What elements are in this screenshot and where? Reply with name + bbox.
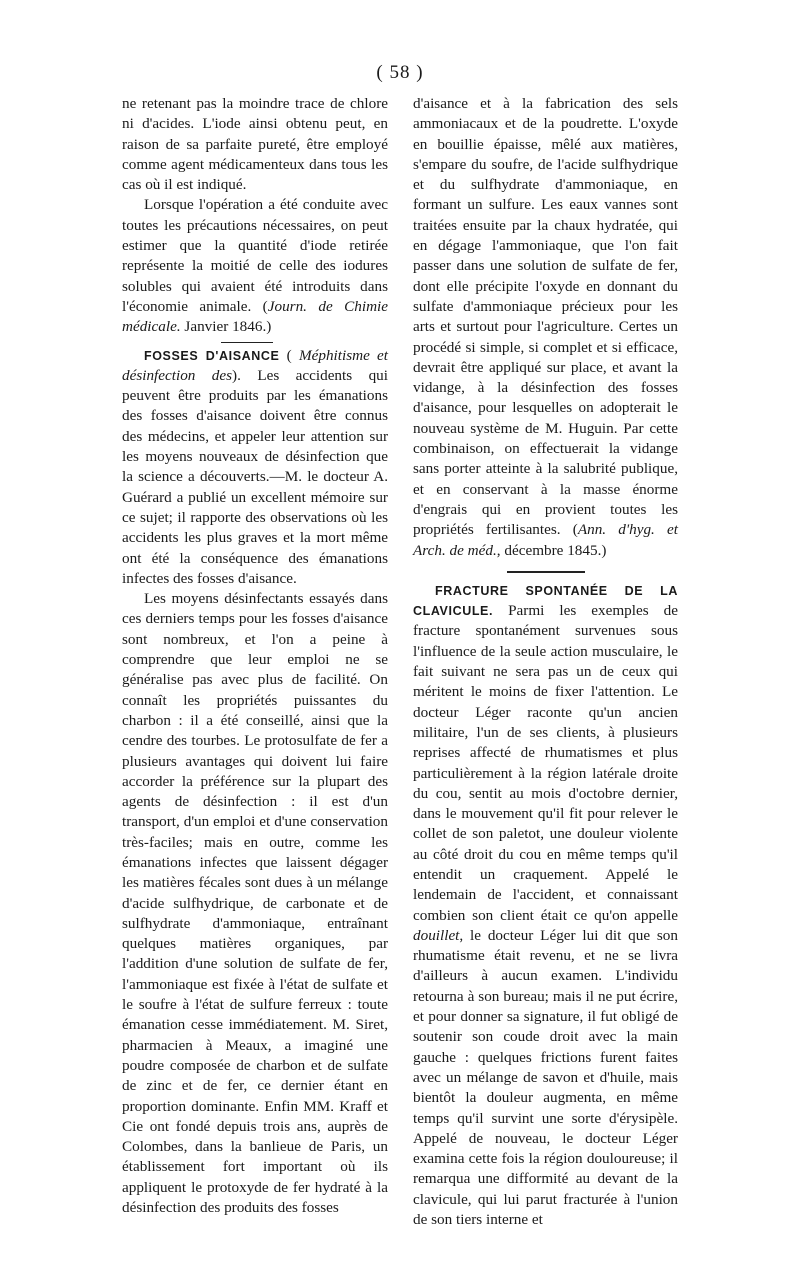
- section-subtitle: Méphitisme et désinfection des: [122, 346, 389, 384]
- right-column: [413, 94, 678, 1230]
- left-column: [122, 94, 388, 1218]
- section-heading-fosses: FOSSES D'AISANCE: [144, 348, 280, 363]
- paragraph-fracture: [413, 581, 678, 1231]
- paragraph-fosses-intro: [122, 346, 388, 590]
- journal-citation: Journ. de Chimie médicale.: [122, 297, 389, 336]
- paragraph-moyens-desinfectants: Les moyens désinfectants essayés dans ces derniers temps pour les fosses d'aisance sont nombreux, et l'on a peine à comprendre que leur emploi ne se généralise pas avec plus de facilité. On connaît les propriétés puissantes du charbon : il a été conseillé, ainsi que la cendre des tourbes. Le protosulfate de fer a plusieurs avantages qui doivent lui faire accorder la préférence sur la plupart des agents de désinfection : il est d'un transport, d'un emploi et d'une conservation très-faciles; mais en outre, comme les émanations infectes que laissent dégager les matières fécales sont dues à un mélange d'acide sulfhydrique, de carbonate et de sulfhydrate d'ammoniaque, entraînant quelques matières organiques, par l'addition d'une solution de sulfate de fer, l'ammoniaque est fixée à l'état de sulfate et le soufre à l'état de sulfure ferreux : toute émanation cesse immédiatement. M. Siret, pharmacien à Meaux, a imaginé une poudre composée de charbon et de sulfate de zinc et de fer, ce dernier étant en proportion dominante. Enfin MM. Kraff et Cie ont fondé depuis trois ans, auprès de Colombes, dans la banlieue de Paris, un établissement fort important où ils appliquent le protoxyde de fer hydraté à la désinfection des produits des fosses: [122, 590, 388, 1217]
- italic-term: douillet: [413, 926, 460, 944]
- paragraph-text: Parmi les exemples de fracture spontanément survenues sous l'influence de la seule action musculaire, le fait suivant ne sera pas un de ceux qui méritent le moins de fixer l'attention. Le docteur Léger raconte qu'un ancien militaire, l'un de ses clients, à plusieurs reprises affecté de rhumatismes et plus particulièrement à la région latérale droite du cou, sentit au mois d'octobre dernier, dans le mouvement qu'il fit pour relever le collet de son paletot, une douleur violente au côté droit du cou en même temps qu'il entendit un craquement. Appelé le lendemain de l'accident, et connaissant combien son client était ce qu'on appelle: [413, 602, 678, 924]
- paragraph-iode-quantite: [122, 195, 388, 337]
- paragraph-text: Lorsque l'opération a été conduite avec toutes les précautions nécessaires, on peut estimer que la quantité d'iode retirée représente la moitié de celle des iodures solubles qui avaient été introduits dans l'économie animale. (: [122, 196, 388, 315]
- paragraph-fosses-continued: [413, 94, 678, 561]
- paragraph-text: ). Les accidents qui peuvent être produits par les émanations des fosses d'aisance doivent être connus des médecins, et appeler leur attention sur les moyens nouveaux de désinfection que la science a découverts.—M. le docteur A. Guérard a publié un excellent mémoire sur ce sujet; il rapporte des observations où les accidents les plus graves et la mort même ont été la conséquence des émanations infectes des fosses d'aisance.: [122, 366, 388, 587]
- citation-date: , décembre 1845.): [496, 541, 607, 559]
- section-divider: [221, 342, 273, 343]
- section-heading-fracture: FRACTURE SPONTANÉE DE LA CLAVICULE.: [413, 583, 678, 619]
- page-number: ( 58 ): [376, 62, 424, 83]
- heading-paren: (: [279, 346, 299, 364]
- journal-citation: Ann. d'hyg. et Arch. de méd.: [413, 521, 679, 559]
- paragraph-text: , le docteur Léger lui dit que son rhumatisme était revenu, et ne se livra d'ailleurs à aucun examen. L'individu retourna à son bureau; mais il ne put écrire, et pour donner sa signature, il fut obligé de soutenir son coude droit avec la main gauche : quelques frictions furent faites avec un mélange de savon et d'huile, mais bientôt la douleur augmenta, en même temps qu'il survint une sorte d'érysipèle. Appelé de nouveau, le docteur Léger examina cette fois la région douloureuse; il remarqua une difformité au devant de la clavicule, qui lui parut fracturée à l'union de son tiers interne et: [413, 926, 678, 1229]
- citation-date: Janvier 1846.): [180, 318, 272, 336]
- paragraph-text: d'aisance et à la fabrication des sels ammoniacaux et de la poudrette. L'oxyde en bouillie épaisse, mêlé aux matières, s'empare du soufre, de l'acide sulfhydrique et du sulfhydrate d'ammoniaque, en formant un sulfure. Les eaux vannes sont traitées ensuite par la chaux hydratée, qui en dégage l'ammoniaque, que l'on fait passer dans une solution de sulfate de fer, dont elle précipite l'oxyde en donnant du sulfate d'ammoniaque précieux pour les arts et surtout pour l'agriculture. Certes un procédé si simple, si complet et si efficace, devrait être appliqué sur place, et avant la vidange, à la désinfection des fosses d'aisance, pour lesquelles on adopterait le nouveau système de M. Huguin. Par cette combinaison, on effectuerait la vidange sans porter atteinte à la salubrité publique, et en conservant à la masse énorme d'engrais qui en provient toutes les propriétés fertilisantes. (: [413, 95, 678, 539]
- section-divider: [507, 571, 585, 573]
- paragraph-iode-end: ne retenant pas la moindre trace de chlore ni d'acides. L'iode ainsi obtenu peut, en raison de sa parfaite pureté, être employé comme agent médicamenteux dans tous les cas où il est indiqué.: [122, 95, 388, 194]
